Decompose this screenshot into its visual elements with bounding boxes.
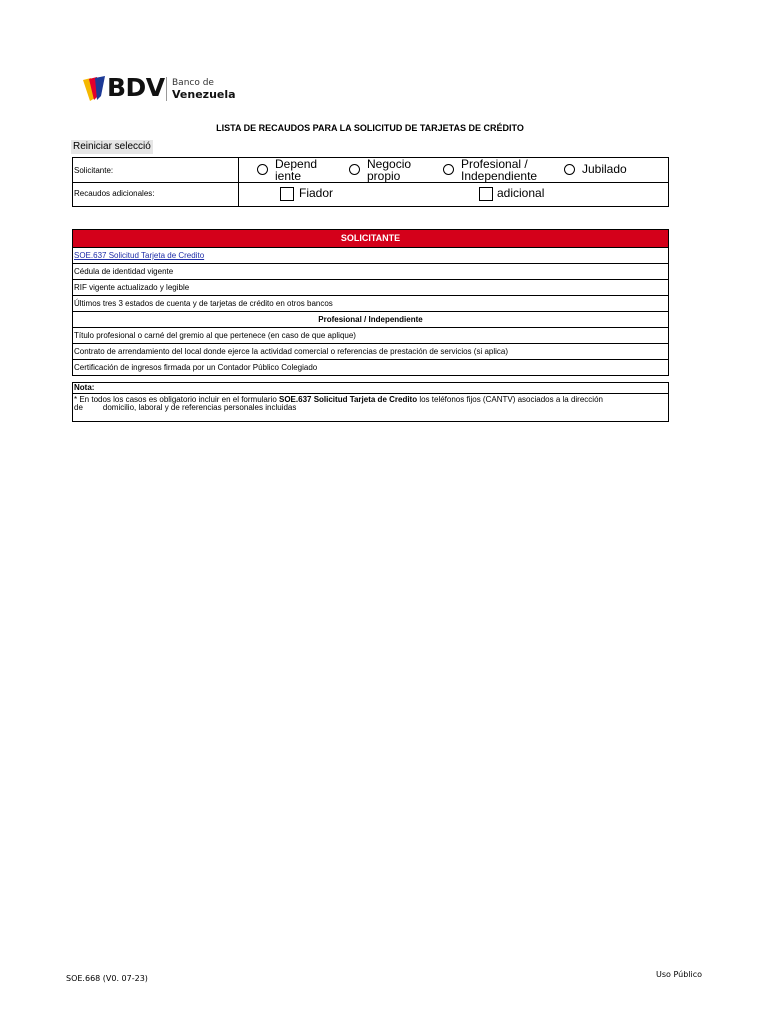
requirements-header: SOLICITANTE [73, 230, 668, 248]
requirements-table [72, 229, 669, 376]
logo-brand: BDV [107, 73, 165, 102]
option-adicional-label: adicional [497, 186, 545, 200]
note-body [73, 396, 668, 412]
checkbox-adicional[interactable] [479, 187, 493, 201]
note-heading: Nota: [73, 383, 668, 394]
requirement-row: Certificación de ingresos firmada por un Contador Público Colegiado [74, 363, 318, 372]
note-line2-text: domicilio, laboral y de referencias personales incluidas [102, 403, 297, 412]
requirement-row: Últimos tres 3 estados de cuenta y de tarjetas de crédito en otros bancos [73, 296, 668, 312]
radio-dependiente[interactable] [257, 164, 268, 175]
solicitante-label: Solicitante: [74, 166, 114, 175]
requirement-row: Título profesional o carné del gremio al que pertenece (en caso de que aplique) [73, 328, 668, 344]
option-jubilado-label: Jubilado [582, 162, 627, 176]
logo-line1: Banco de [172, 78, 214, 88]
applicant-form [72, 157, 669, 207]
option-profesional-line2: Independiente [461, 169, 538, 182]
note-text-before: * En todos los casos es obligatorio incluir en el formulario [74, 395, 279, 404]
logo-line2: Venezuela [172, 88, 236, 101]
requirement-row: RIF vigente actualizado y legible [73, 280, 668, 296]
requirement-row: Cédula de identidad vigente [73, 264, 668, 280]
recaudos-row [73, 182, 668, 206]
option-dependiente-line1: Depend [275, 158, 318, 171]
note-text-bold: SOE.637 Solicitud Tarjeta de Credito [279, 395, 418, 404]
solicitante-row [73, 158, 668, 183]
bdv-logo [82, 74, 242, 104]
bdv-logo-mark-icon [82, 76, 106, 102]
note-line2-prefix: de [74, 403, 83, 412]
recaudos-label: Recaudos adicionales: [74, 189, 155, 198]
footer-classification: Uso Público [656, 970, 703, 979]
reset-selection-button[interactable]: Reiniciar selecció [73, 141, 151, 152]
soe637-form-link[interactable]: SOE.637 Solicitud Tarjeta de Credito [74, 251, 205, 260]
document-title: LISTA DE RECAUDOS PARA LA SOLICITUD DE TARJETAS DE CRÉDITO [216, 123, 524, 133]
requirement-row [73, 248, 668, 264]
note-box [72, 382, 669, 422]
radio-negocio-propio[interactable] [349, 164, 360, 175]
radio-jubilado[interactable] [564, 164, 575, 175]
option-negocio-line1: Negocio [367, 158, 412, 171]
option-profesional-line1: Profesional / [461, 158, 528, 171]
requirement-row: Contrato de arrendamiento del local donde ejerce la actividad comercial o referencias de prestación de servicios (si aplica) [73, 344, 668, 360]
option-fiador-label: Fiador [299, 186, 334, 200]
option-negocio-line2: propio [367, 169, 401, 182]
checkbox-fiador[interactable] [280, 187, 294, 201]
option-dependiente-line2: iente [275, 169, 302, 182]
radio-profesional-independiente[interactable] [443, 164, 454, 175]
logo-separator [166, 77, 167, 101]
footer-document-code: SOE.668 (V0. 07-23) [66, 974, 148, 983]
note-text-after: los teléfonos fijos (CANTV) asociados a la dirección [417, 395, 603, 404]
section-header-profesional: Profesional / Independiente [73, 312, 668, 328]
